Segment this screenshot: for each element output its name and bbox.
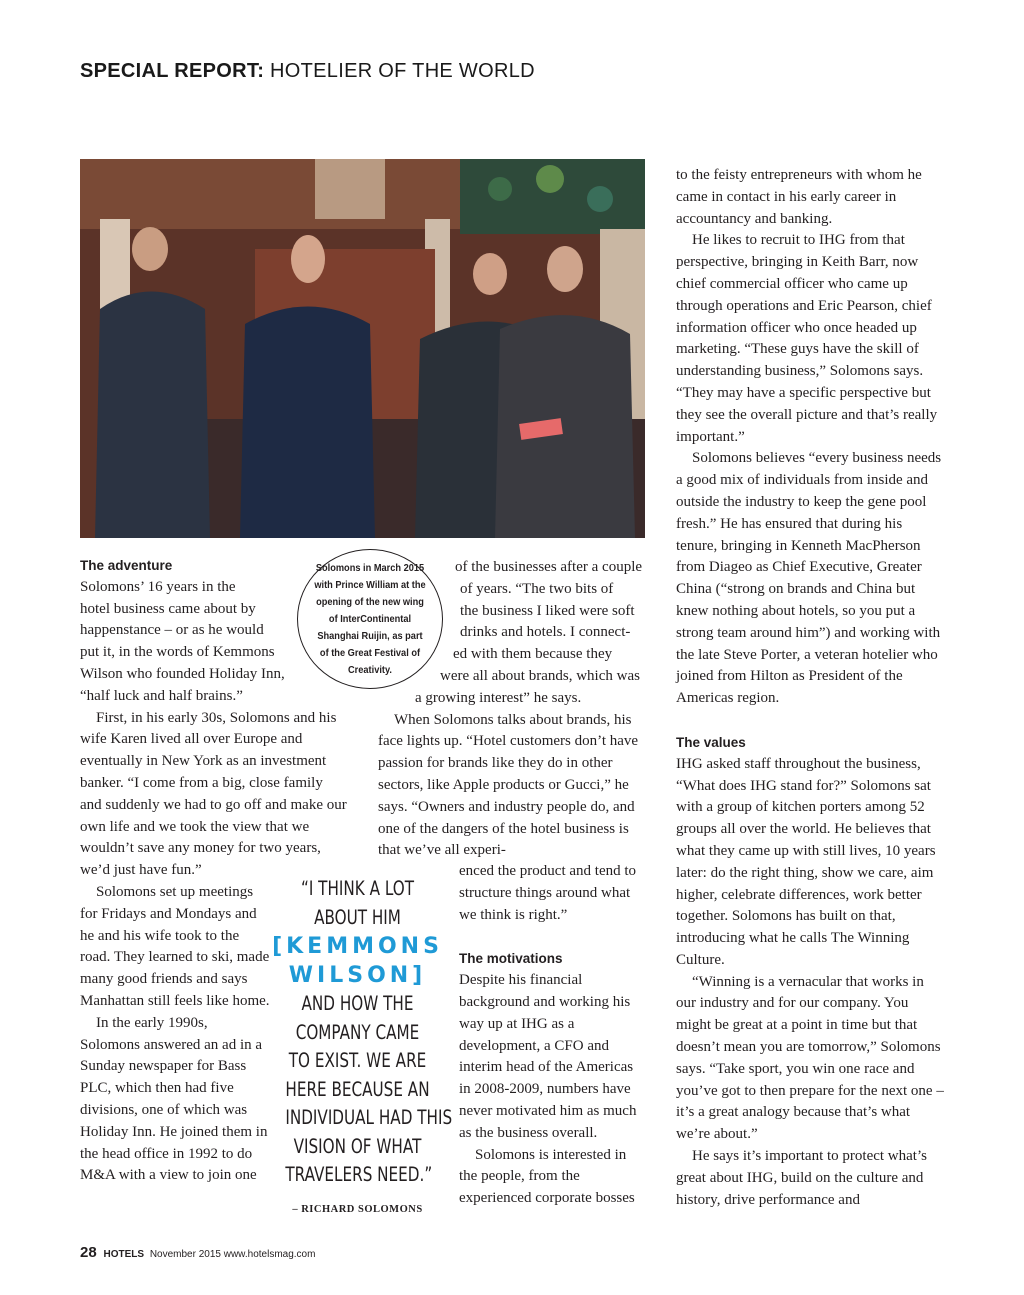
text-line: Solomons’ 16 years in the [80,578,236,595]
magazine-name: HOTELS [103,1249,145,1260]
paragraph: First, in his early 30s, Solomons and his wife Karen lived all over Europe and eventually in New York as an investment banker. “I come from a big, close family and suddenly we had to go off and make our own life and we took the view that we wouldn’t save any money for two years, we’d just have fun.” [80,709,347,879]
quote-line: “I THINK A LOT [300,877,415,900]
paragraph: IHG asked staff throughout the business, “What does IHG stand for?” Solomons sat with a group of kitchen porters among 52 groups all over the world. He believes that what they came up with still lives, 10 years later: do the right thing, show we care, aim higher, celebrate differences, work better together. Solomons has built on that, introducing what he calls The Winning Culture. [676,755,936,968]
text-line: of years. “The two bits of [460,580,614,597]
issue-date-url: November 2015 www.hotelsmag.com [149,1249,316,1260]
page-number: 28 [80,1244,97,1261]
pull-quote [265,875,453,1224]
text-line: “half luck and half brains.” [80,687,243,704]
column-3 [676,165,946,1211]
paragraph: When Solomons talks about brands, his face lights up. “Hotel customers don’t have passion for brands like they do in other sectors, like Apple products or Gucci,” he says. “Owners and industry people do, and one of the dangers of the hotel business is that we’ve all experi- [378,711,639,859]
event-photo [80,159,645,538]
heading-motivations: The motivations [459,951,563,967]
text-line: of the businesses after a couple [455,559,643,575]
text-line: were all about brands, which was [440,667,640,684]
header-title: HOTELIER OF THE WORLD [270,60,535,82]
column-2-lower [459,861,644,1210]
paragraph: Despite his financial background and working his way up at IHG as a development, a CFO and interim head of the Americas in 2008-2009, numbers have never motivated him as much as the business overall. [459,972,637,1141]
column-1-lower [80,882,270,1187]
quote-line: ABOUT HIM [314,905,401,929]
paragraph: “Winning is a vernacular that works in our industry and for our company. You might be great at a point in time but that doesn’t mean you are tomorrow,” Solomons says. “Take sport, you win one race and you’ve got to then prepare for the next one – it’s a great analogy because that’s what we’re about.” [676,973,944,1143]
heading-values: The values [676,734,746,750]
paragraph: to the feisty entrepreneurs with whom he came in contact in his early career in accountancy and banking. [676,167,922,227]
photo-caption-circle [297,549,443,689]
text-line: happenstance – or as he would [80,622,264,639]
quote-line: TO EXIST. WE ARE [288,1049,427,1072]
text-line: a growing interest” he says. [415,689,582,706]
paragraph: In the early 1990s, Solomons answered an ad in a Sunday newspaper for Bass PLC, which then had five divisions, one of which was Holiday Inn. He joined them in the head office in 1992 to do M&A with a view to join one [80,1014,268,1184]
paragraph: enced the product and tend to structure things around what we think is right.” [459,863,637,923]
paragraph: Solomons is interested in the people, from the experienced corporate bosses [459,1146,635,1207]
photo-illustration [80,159,645,538]
header-bold: SPECIAL REPORT: [80,60,265,82]
quote-line: VISION OF WHAT [293,1134,422,1158]
photo-caption: Solomons in March 2015 with Prince William at the opening of the new wing of InterContinental Shanghai Ruijin, as part of the Great Festival of Creativity. [314,562,426,676]
text-line: Wilson who founded Holiday Inn, [80,665,285,682]
text-line: put it, in the words of Kemmons [80,644,275,661]
section-header [80,60,535,83]
page-footer [80,1244,315,1261]
quote-attribution: – RICHARD SOLOMONS [292,1203,423,1215]
quote-line: INDIVIDUAL HAD THIS [285,1106,453,1129]
paragraph: He says it’s important to protect what’s great about IHG, build on the culture and history, drive performance and [676,1148,927,1208]
text-line: the business I liked were soft [460,602,635,619]
quote-line: TRAVELERS NEED.” [285,1163,433,1186]
heading-adventure: The adventure [80,558,173,573]
text-line: ed with them because they [453,646,613,663]
quote-highlight: [KEMMONS [272,934,443,959]
text-line: drinks and hotels. I connect- [460,624,631,641]
text-line: hotel business came about by [80,600,256,617]
paragraph: Solomons set up meetings for Fridays and Mondays and he and his wife took to the road. They learned to ski, made many good friends and says Manhattan still feels like home. [80,884,270,1009]
quote-line: COMPANY CAME [295,1020,420,1044]
quote-line: HERE BECAUSE AN [285,1077,430,1101]
quote-line: AND HOW THE [301,992,414,1015]
quote-highlight: WILSON] [288,963,427,988]
paragraph: He likes to recruit to IHG from that perspective, bringing in Keith Barr, now chief commercial officer who came up through operations and Eric Pearson, chief information officer who once headed up marketing. “These guys have the skill of understanding business,” Solomons says. “They may have a specific perspective but they see the overall picture and that’s really important.” [676,232,938,445]
paragraph: Solomons believes “every business needs a good mix of individuals from inside and outside the industry to keep the gene pool fresh.” He has ensured that during his tenure, bringing in Kenneth MacPherson from Diageo as Chief Executive, Greater China (“strong on brands and China but knew nothing about hotels, so you put a strong team around him”) and working with the late Steve Porter, a veteran hotelier who joined from Hilton as President of the Americas region. [676,450,942,707]
